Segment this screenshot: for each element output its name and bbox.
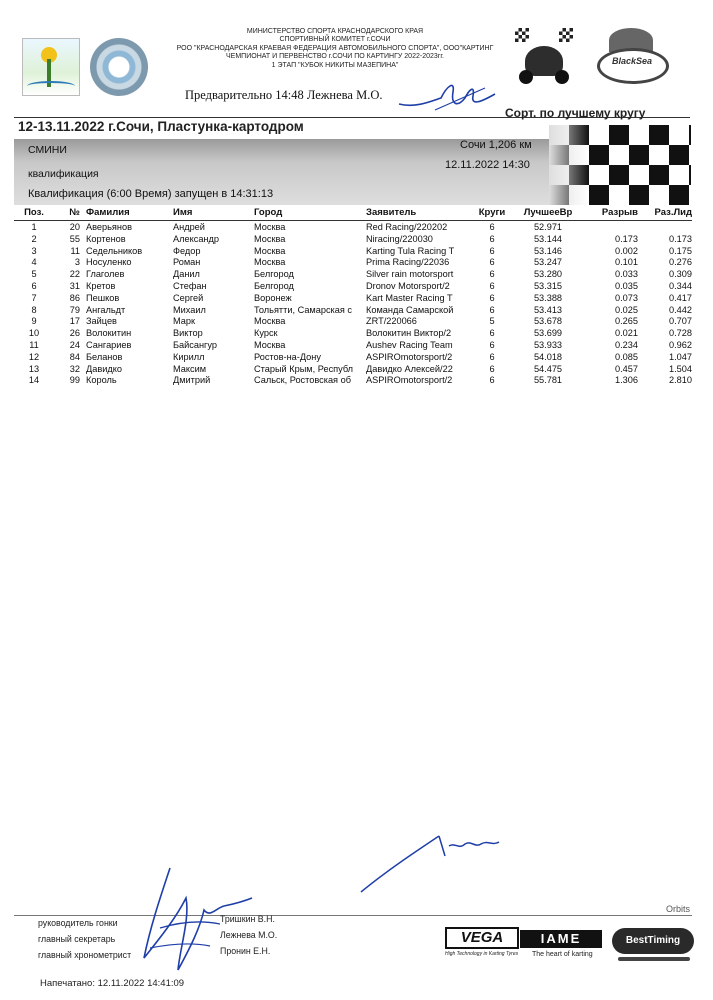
- laps-cell: 5: [489, 316, 495, 327]
- position-cell: 10: [28, 328, 40, 339]
- first-name-cell: Виктор: [173, 328, 203, 339]
- city-cell: Москва: [254, 233, 286, 244]
- black-sea-cup-logo: [595, 26, 667, 86]
- laps-cell: 6: [489, 233, 495, 244]
- gap-cell: 0.085: [615, 351, 638, 362]
- position-cell: 13: [28, 363, 40, 374]
- session-type: квалификация: [28, 168, 99, 180]
- preliminary-note: Предварительно 14:48 Лежнева М.О.: [185, 88, 383, 102]
- orbits-label: Orbits: [666, 904, 691, 914]
- diff-leader-cell: 2.810: [669, 375, 692, 386]
- surname-cell: Седельников: [86, 245, 143, 256]
- org-line: РОО "КРАСНОДАРСКАЯ КРАЕВАЯ ФЕДЕРАЦИЯ АВТОМОБИЛЬНОГО СПОРТА", ООО"КАРТИНГ: [176, 44, 494, 52]
- gap-cell: 0.021: [615, 328, 638, 339]
- diff-leader-cell: 0.417: [669, 292, 692, 303]
- laps-cell: 6: [489, 292, 495, 303]
- laps-cell: 6: [489, 351, 495, 362]
- col-gap-header: Разрыв: [601, 207, 638, 218]
- position-cell: 12: [28, 351, 40, 362]
- vega-sponsor-logo: [445, 927, 519, 957]
- diff-leader-cell: 1.504: [669, 363, 692, 374]
- org-line: ЧЕМПИОНАТ И ПЕРВЕНСТВО г.СОЧИ ПО КАРТИНГУ 2022-2023гг.: [226, 53, 444, 61]
- col-name-header: Имя: [173, 207, 193, 218]
- best-time-cell: 53.388: [533, 292, 563, 303]
- position-cell: 4: [31, 257, 37, 268]
- number-cell: 79: [69, 304, 80, 315]
- diff-leader-cell: 0.962: [669, 340, 692, 350]
- besttiming-sponsor-logo: BestTiming: [612, 928, 694, 954]
- gap-cell: 0.035: [615, 281, 638, 291]
- gap-cell: 0.101: [615, 257, 638, 268]
- gap-cell: 0.073: [615, 292, 638, 303]
- diff-leader-cell: 0.276: [669, 257, 692, 268]
- entrant-cell: Давидко Алексей/22: [366, 363, 453, 374]
- city-cell: Белгород: [254, 281, 294, 291]
- best-time-cell: 53.247: [533, 257, 563, 268]
- number-cell: 11: [70, 245, 80, 256]
- first-name-cell: Данил: [173, 269, 200, 280]
- gap-cell: 0.234: [615, 340, 638, 350]
- gap-cell: 0.457: [615, 363, 638, 374]
- best-time-cell: 53.699: [533, 328, 563, 339]
- best-time-cell: 52.971: [533, 222, 563, 232]
- best-time-cell: 54.475: [533, 363, 563, 374]
- entrant-cell: Kart Master Racing T: [366, 292, 453, 303]
- karting-federation-logo: [515, 28, 573, 86]
- entrant-cell: Dronov Motorsport/2: [366, 281, 450, 291]
- col-number-header: №: [69, 207, 80, 218]
- entrant-cell: ZRT/220066: [366, 316, 417, 327]
- city-cell: Москва: [254, 222, 286, 232]
- sport-committee-logo: [90, 38, 148, 96]
- printed-timestamp: Напечатано: 12.11.2022 14:41:09: [40, 978, 185, 989]
- diff-leader-cell: 0.344: [669, 281, 692, 291]
- position-cell: 7: [31, 292, 37, 303]
- number-cell: 99: [69, 375, 80, 386]
- surname-cell: Пешков: [86, 292, 120, 303]
- laps-cell: 6: [489, 328, 495, 339]
- entrant-cell: Команда Самарской: [366, 304, 454, 315]
- best-time-cell: 53.280: [533, 269, 563, 280]
- surname-cell: Кретов: [86, 281, 116, 291]
- org-line: МИНИСТЕРСТВО СПОРТА КРАСНОДАРСКОГО КРАЯ: [246, 28, 424, 35]
- position-cell: 8: [31, 304, 37, 315]
- position-cell: 2: [31, 233, 37, 244]
- surname-cell: Ангальдт: [86, 304, 126, 315]
- sochi-coat-of-arms-logo: [22, 38, 80, 96]
- surname-cell: Носуленко: [86, 257, 132, 268]
- laps-cell: 6: [489, 304, 495, 315]
- surname-cell: Аверьянов: [86, 222, 132, 232]
- diff-leader-cell: 0.173: [669, 233, 692, 244]
- best-time-cell: 55.781: [533, 375, 563, 386]
- event-title: 12-13.11.2022 г.Сочи, Пластунка-картодром: [18, 119, 304, 134]
- vega-logo-text: VEGA: [445, 927, 519, 949]
- sort-title: Сорт. по лучшему кругу: [505, 106, 646, 120]
- entrant-cell: Red Racing/220202: [366, 222, 448, 232]
- session-date: 12.11.2022 14:30: [445, 159, 530, 171]
- organizer-block: [150, 28, 520, 70]
- first-name-cell: Михаил: [173, 304, 206, 315]
- surname-cell: Сангариев: [86, 340, 132, 350]
- first-name-cell: Роман: [173, 257, 201, 268]
- gap-cell: 1.306: [615, 375, 638, 386]
- number-cell: 32: [69, 363, 80, 374]
- first-name-cell: Байсангур: [173, 340, 217, 350]
- black-sea-logo-text: BlackSea: [611, 56, 653, 66]
- position-cell: 5: [31, 269, 37, 280]
- vega-tagline: High Technology in Karting Tyres: [445, 951, 519, 957]
- number-cell: 55: [69, 233, 80, 244]
- city-cell: Тольятти, Самарская с: [254, 304, 353, 315]
- entrant-cell: Aushev Racing Team: [366, 340, 453, 350]
- official-name: Лежнева М.О.: [220, 930, 278, 940]
- gap-cell: 0.265: [615, 316, 638, 327]
- footer-divider: [14, 915, 692, 916]
- city-cell: Белгород: [254, 269, 294, 280]
- city-cell: Курск: [254, 328, 278, 339]
- number-cell: 22: [69, 269, 80, 280]
- position-cell: 3: [31, 245, 37, 256]
- number-cell: 24: [69, 340, 80, 350]
- city-cell: Сальск, Ростовская об: [254, 375, 351, 386]
- official-name: Пронин Е.Н.: [220, 946, 271, 956]
- position-cell: 9: [31, 316, 37, 327]
- first-name-cell: Сергей: [173, 292, 204, 303]
- entrant-cell: Волокитин Виктор/2: [366, 328, 452, 339]
- city-cell: Москва: [254, 316, 286, 327]
- col-pos-header: Поз.: [24, 207, 44, 218]
- best-time-cell: 53.678: [533, 316, 563, 327]
- entrant-cell: ASPIROmotorsport/2: [366, 351, 453, 362]
- surname-cell: Король: [86, 375, 117, 386]
- entrant-cell: Silver rain motorsport: [366, 269, 454, 280]
- city-cell: Ростов-на-Дону: [254, 351, 321, 362]
- best-time-cell: 53.933: [533, 340, 563, 350]
- laps-cell: 6: [489, 340, 495, 350]
- col-best-time-header: ЛучшееВр: [523, 207, 573, 218]
- diff-leader-cell: 1.047: [669, 351, 692, 362]
- iame-tagline: The heart of karting: [532, 951, 593, 958]
- diff-leader-cell: 0.707: [669, 316, 692, 327]
- laps-cell: 6: [489, 269, 495, 280]
- col-diff-leader-header: Раз.Лид: [654, 207, 692, 218]
- handwritten-signature: [355, 822, 505, 898]
- col-surname-header: Фамилия: [86, 207, 130, 218]
- best-time-cell: 53.144: [533, 233, 563, 244]
- position-cell: 6: [31, 281, 37, 291]
- best-time-cell: 53.315: [533, 281, 563, 291]
- gap-cell: 0.025: [615, 304, 638, 315]
- org-line: 1 ЭТАП "КУБОК НИКИТЫ МАЗЕПИНА": [271, 61, 399, 69]
- city-cell: Старый Крым, Республ: [254, 363, 354, 374]
- track-info: Сочи 1,206 км: [460, 139, 532, 151]
- first-name-cell: Кирилл: [173, 351, 205, 362]
- surname-cell: Давидко: [86, 363, 122, 374]
- position-cell: 14: [28, 375, 40, 386]
- first-name-cell: Андрей: [173, 222, 205, 232]
- number-cell: 84: [69, 351, 80, 362]
- laps-cell: 6: [489, 222, 495, 232]
- number-cell: 86: [69, 292, 80, 303]
- city-cell: Москва: [254, 257, 286, 268]
- laps-cell: 6: [489, 245, 495, 256]
- official-name: Тришкин В.Н.: [220, 914, 275, 924]
- laps-cell: 6: [489, 363, 495, 374]
- city-cell: Москва: [254, 340, 286, 350]
- first-name-cell: Максим: [173, 363, 207, 374]
- surname-cell: Волокитин: [86, 328, 132, 339]
- best-time-cell: 53.413: [533, 304, 563, 315]
- best-time-cell: 53.146: [533, 245, 563, 256]
- city-cell: Воронеж: [254, 292, 292, 303]
- org-line: СПОРТИВНЫЙ КОМИТЕТ г.СОЧИ: [279, 36, 391, 44]
- preliminary-signature: [395, 78, 505, 118]
- surname-cell: Зайцев: [86, 316, 117, 327]
- laps-cell: 6: [489, 375, 495, 386]
- number-cell: 31: [69, 281, 80, 291]
- entrant-cell: ASPIROmotorsport/2: [366, 375, 453, 386]
- official-role: руководитель гонки: [38, 918, 118, 928]
- diff-leader-cell: 0.309: [669, 269, 692, 280]
- official-role: главный секретарь: [38, 934, 116, 944]
- class-name: СМИНИ: [28, 144, 67, 156]
- position-cell: 11: [29, 340, 39, 350]
- col-city-header: Город: [254, 207, 283, 218]
- number-cell: 17: [69, 316, 80, 327]
- entrant-cell: Prima Racing/22036: [366, 257, 450, 268]
- first-name-cell: Федор: [173, 245, 201, 256]
- city-cell: Москва: [254, 245, 286, 256]
- first-name-cell: Марк: [173, 316, 195, 327]
- gap-cell: 0.002: [615, 245, 638, 256]
- iame-sponsor-logo: IAME: [520, 930, 602, 948]
- position-cell: 1: [31, 222, 37, 232]
- best-time-cell: 54.018: [533, 351, 563, 362]
- surname-cell: Беланов: [86, 351, 123, 362]
- number-cell: 26: [69, 328, 80, 339]
- diff-leader-cell: 0.442: [669, 304, 692, 315]
- first-name-cell: Дмитрий: [173, 375, 211, 386]
- first-name-cell: Александр: [173, 233, 219, 244]
- diff-leader-cell: 0.175: [669, 245, 692, 256]
- gap-cell: 0.173: [615, 233, 638, 244]
- entrant-cell: Niracing/220030: [366, 233, 433, 244]
- surname-cell: Глаголев: [86, 269, 125, 280]
- official-role: главный хронометрист: [38, 950, 132, 960]
- first-name-cell: Стефан: [173, 281, 207, 291]
- number-cell: 20: [69, 222, 80, 232]
- number-cell: 3: [74, 257, 80, 268]
- laps-cell: 6: [489, 257, 495, 268]
- entrant-cell: Karting Tula Racing T: [366, 245, 455, 256]
- col-laps-header: Круги: [478, 207, 506, 218]
- col-entrant-header: Заявитель: [366, 207, 417, 218]
- session-start: Квалификация (6:00 Время) запущен в 14:31:13: [28, 188, 274, 200]
- diff-leader-cell: 0.728: [669, 328, 692, 339]
- laps-cell: 6: [489, 281, 495, 291]
- gap-cell: 0.033: [615, 269, 638, 280]
- surname-cell: Кортенов: [86, 233, 126, 244]
